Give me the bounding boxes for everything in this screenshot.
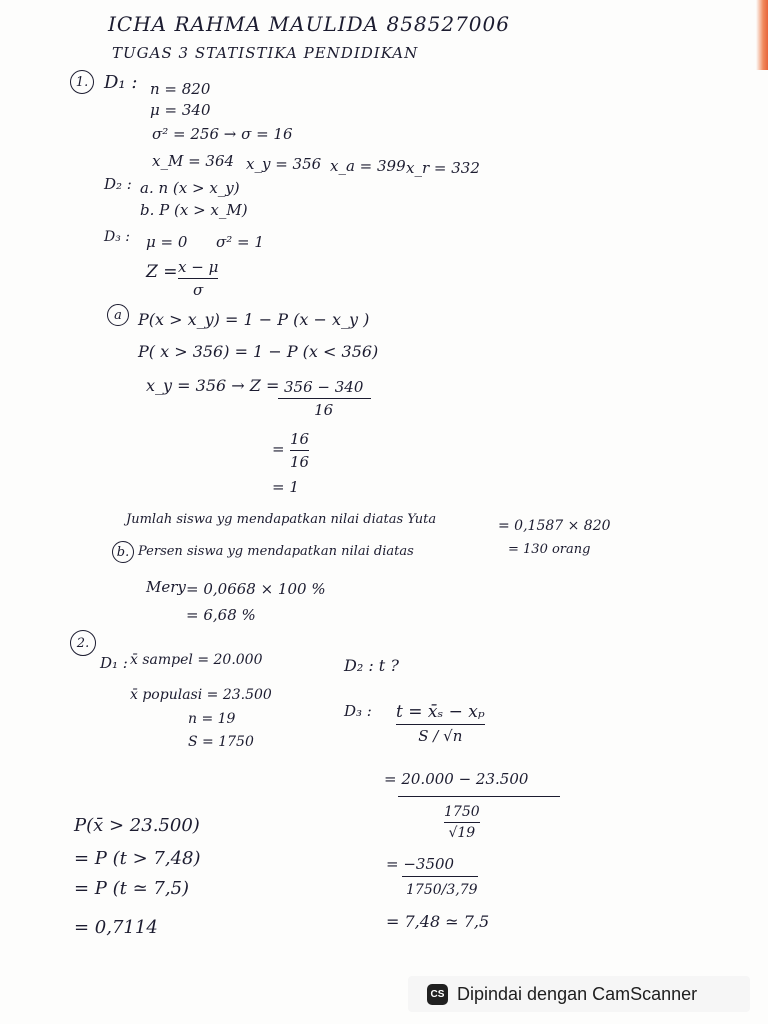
z-formula-fraction xyxy=(178,258,218,299)
p2-d1-label: D₁ : xyxy=(100,654,128,672)
part-a-result-1: = 0,1587 × 820 xyxy=(498,518,611,534)
part-a-result-z: = 1 xyxy=(272,478,299,496)
t-formula-fraction xyxy=(396,702,485,745)
p2-d2: D₂ : t ? xyxy=(344,656,399,675)
part-b-mery: Mery xyxy=(146,578,186,596)
part-a-fraction-2-numerator: 16 xyxy=(290,430,310,448)
t-formula-denominator: S / √n xyxy=(418,727,463,745)
p2-step-3: = 7,48 ≃ 7,5 xyxy=(386,912,490,931)
p2-step-2-denominator: 1750/3,79 xyxy=(406,882,478,898)
p1-x-y: x_y = 356 xyxy=(246,155,322,173)
p1-x-a: x_a = 399 xyxy=(330,157,406,175)
p2-probability-line-3: = P (t ≃ 7,5) xyxy=(74,878,190,899)
part-a-z-denominator: 16 xyxy=(314,401,334,419)
p2-x-populasi: x̄ populasi = 23.500 xyxy=(130,687,272,703)
camscanner-logo-icon: CS xyxy=(427,984,448,1005)
z-formula-numerator: x − μ xyxy=(178,258,219,276)
p2-step-2-numerator: = −3500 xyxy=(386,855,455,873)
part-a-z-numerator: 356 − 340 xyxy=(284,378,364,396)
part-b-label: b. xyxy=(112,541,134,563)
p2-n: n = 19 xyxy=(188,711,236,727)
p1-mu: μ = 340 xyxy=(150,101,211,119)
p2-s: S = 1750 xyxy=(188,734,254,750)
part-b-sentence: Persen siswa yg mendapatkan nilai diatas xyxy=(138,544,414,559)
part-a-result-2: = 130 orang xyxy=(508,542,591,557)
p1-d2-label: D₂ : xyxy=(104,175,132,193)
p1-n: n = 820 xyxy=(150,80,211,98)
part-a-fraction-2 xyxy=(290,430,309,471)
p2-step-1-numerator: = 20.000 − 23.500 xyxy=(384,770,529,788)
part-a-line-1: P(x > x_y) = 1 − P (x − x_y ) xyxy=(138,310,370,329)
p1-x-r: x_r = 332 xyxy=(406,159,480,177)
p1-d2-b: b. P (x > x_M) xyxy=(140,201,248,219)
z-formula-lhs: Z = xyxy=(146,262,178,282)
page-edge-mark xyxy=(756,0,768,70)
p2-step-1-den-denominator: √19 xyxy=(448,825,476,841)
part-b-result: = 6,68 % xyxy=(186,606,256,624)
p2-step-1-denominator xyxy=(444,804,480,841)
problem-1-number: 1. xyxy=(70,70,94,94)
p2-probability-line-2: = P (t > 7,48) xyxy=(74,848,201,869)
course-line: TUGAS 3 STATISTIKA PENDIDIKAN xyxy=(112,44,419,62)
p2-d3-label: D₃ : xyxy=(344,702,372,720)
part-a-fraction-2-denominator: 16 xyxy=(290,453,310,471)
p1-x-m: x_M = 364 xyxy=(152,152,235,170)
part-a-label: a xyxy=(107,304,129,326)
p1-sigma-sq: σ² = 256 → σ = 16 xyxy=(152,125,293,143)
p1-d3-sigma: σ² = 1 xyxy=(216,233,264,251)
p1-d3-mu: μ = 0 xyxy=(146,233,188,251)
p1-d3-label: D₃ : xyxy=(104,229,131,245)
t-formula-numerator: t = x̄ₛ − xₚ xyxy=(396,702,485,722)
part-a-line-2: P( x > 356) = 1 − P (x < 356) xyxy=(138,342,379,361)
camscanner-watermark-text: Dipindai dengan CamScanner xyxy=(457,983,698,1004)
p2-step-1-fraction-bar xyxy=(398,796,560,797)
part-b-calc: = 0,0668 × 100 % xyxy=(186,580,326,598)
p1-d1-label: D₁ : xyxy=(104,72,138,93)
p2-step-2-fraction-bar xyxy=(402,876,478,877)
part-a-eq-sign: = xyxy=(272,440,285,458)
problem-2-number: 2. xyxy=(70,630,96,656)
p2-probability-line-4: = 0,7114 xyxy=(74,917,158,938)
p2-step-1-den-numerator: 1750 xyxy=(444,804,480,820)
camscanner-watermark xyxy=(408,976,750,1012)
p2-x-sampel: x̄ sampel = 20.000 xyxy=(130,652,263,668)
p2-probability-line-1: P(x̄ > 23.500) xyxy=(74,815,200,836)
student-name-line: ICHA RAHMA MAULIDA 858527006 xyxy=(108,12,510,36)
part-a-sentence: Jumlah siswa yg mendapatkan nilai diatas Yuta xyxy=(126,512,437,527)
part-a-line-3-lhs: x_y = 356 → Z = xyxy=(146,376,280,395)
p1-d2-a: a. n (x > x_y) xyxy=(140,179,240,197)
part-a-z-fraction xyxy=(284,378,363,419)
z-formula-denominator: σ xyxy=(193,281,204,299)
